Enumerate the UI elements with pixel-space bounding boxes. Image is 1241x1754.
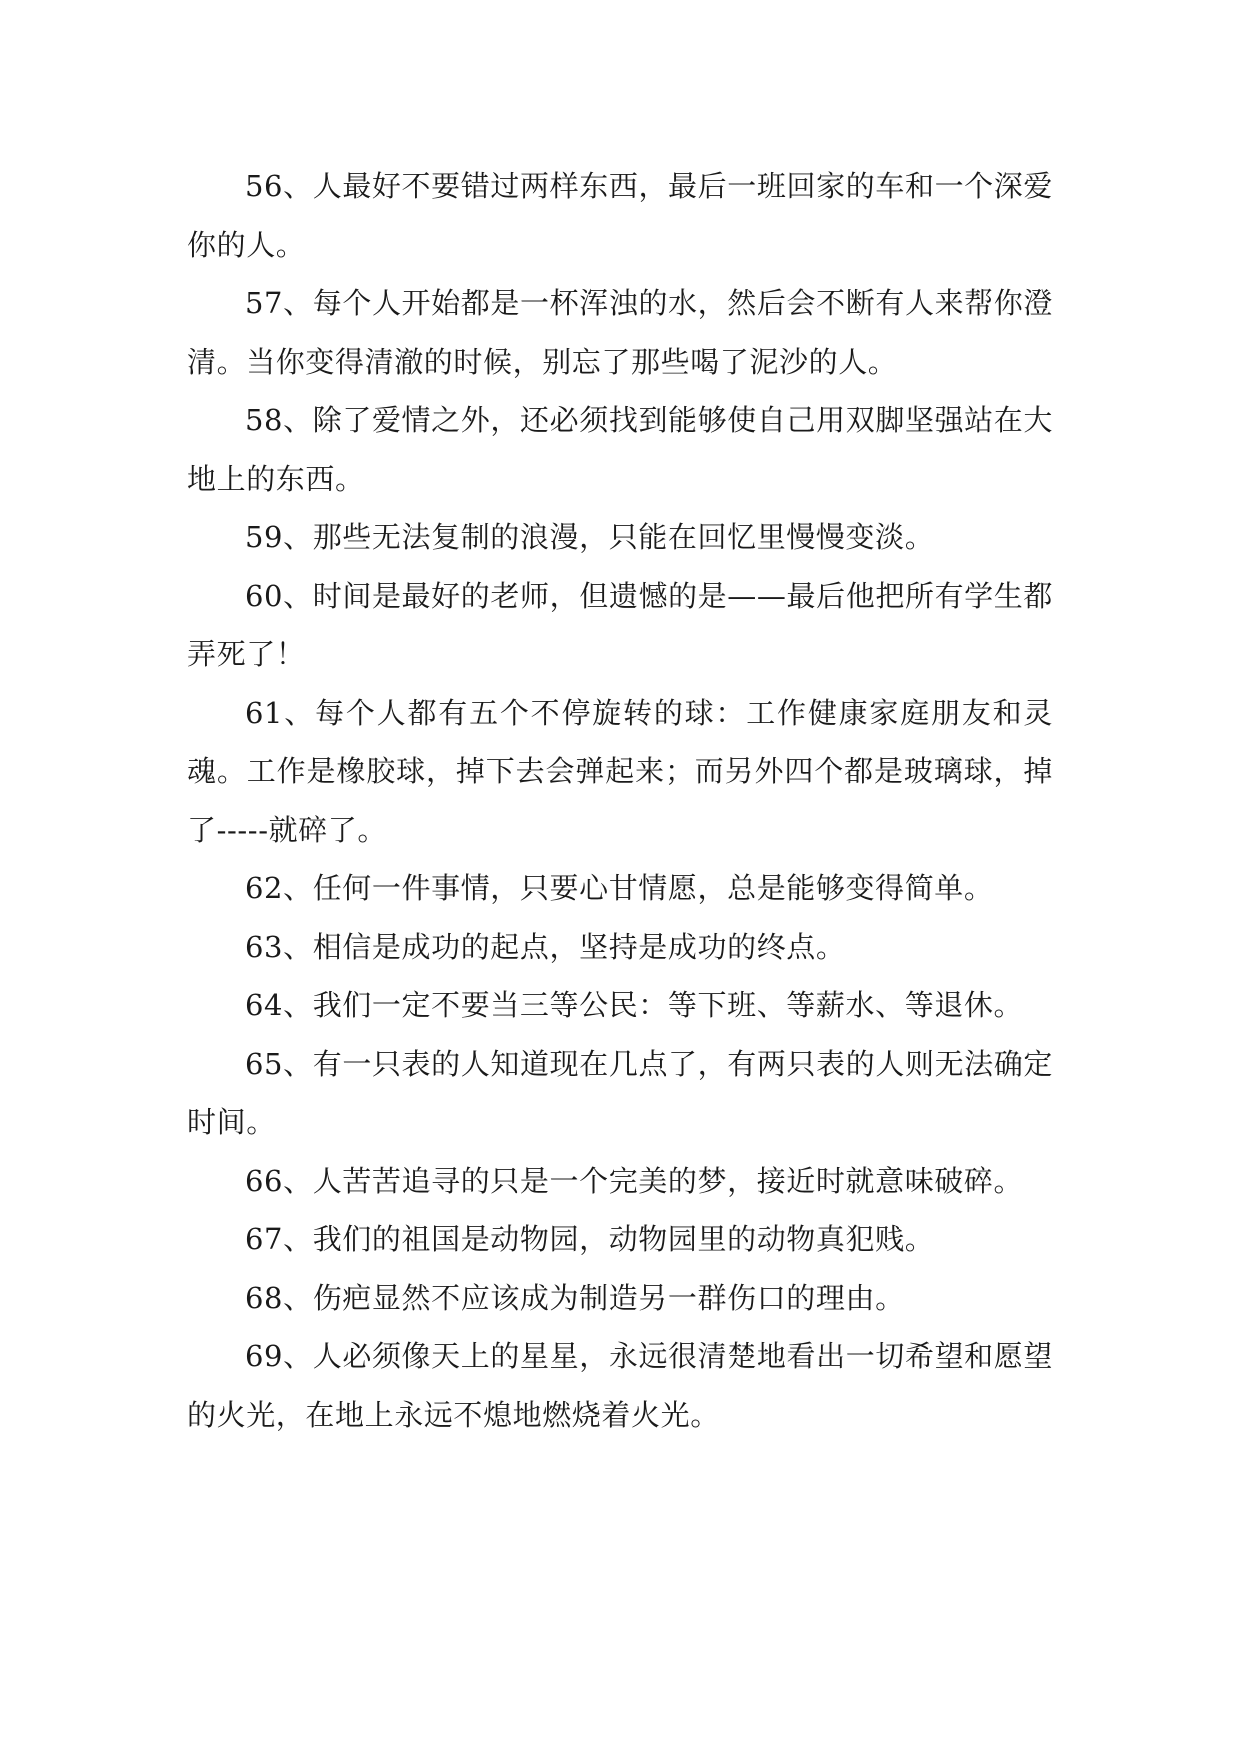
paragraph-61: 61、每个人都有五个不停旋转的球：工作健康家庭朋友和灵魂。工作是橡胶球，掉下去会弹起来；而另外四个都是玻璃球，掉了-----就碎了。 <box>187 695 1053 847</box>
paragraph-68: 68、伤疤显然不应该成为制造另一群伤口的理由。 <box>245 1280 905 1315</box>
paragraph-66: 66、人苦苦追寻的只是一个完美的梦，接近时就意味破碎。 <box>245 1163 1024 1198</box>
paragraph-64: 64、我们一定不要当三等公民：等下班、等薪水、等退休。 <box>245 988 1024 1022</box>
paragraph-59: 59、那些无法复制的浪漫，只能在回忆里慢慢变淡。 <box>245 520 935 554</box>
paragraph-62: 62、任何一件事情，只要心甘情愿，总是能够变得简单。 <box>245 871 994 905</box>
paragraph-67: 67、我们的祖国是动物园，动物园里的动物真犯贱。 <box>245 1222 935 1256</box>
paragraph-69: 69、人必须像天上的星星，永远很清楚地看出一切希望和愿望的火光，在地上永远不熄地燃烧着火光。 <box>187 1339 1053 1432</box>
paragraph-65: 65、有一只表的人知道现在几点了，有两只表的人则无法确定时间。 <box>187 1046 1053 1139</box>
paragraph-58: 58、除了爱情之外，还必须找到能够使自己用双脚坚强站在大地上的东西。 <box>187 403 1053 496</box>
document-body <box>187 157 1053 1444</box>
paragraph-60: 60、时间是最好的老师，但遗憾的是——最后他把所有学生都弄死了！ <box>187 578 1053 671</box>
paragraph-56: 56、人最好不要错过两样东西，最后一班回家的车和一个深爱你的人。 <box>187 169 1053 262</box>
paragraph-63: 63、相信是成功的起点，坚持是成功的终点。 <box>245 929 846 964</box>
paragraph-57: 57、每个人开始都是一杯浑浊的水，然后会不断有人来帮你澄清。当你变得清澈的时候，别忘了那些喝了泥沙的人。 <box>187 286 1053 379</box>
